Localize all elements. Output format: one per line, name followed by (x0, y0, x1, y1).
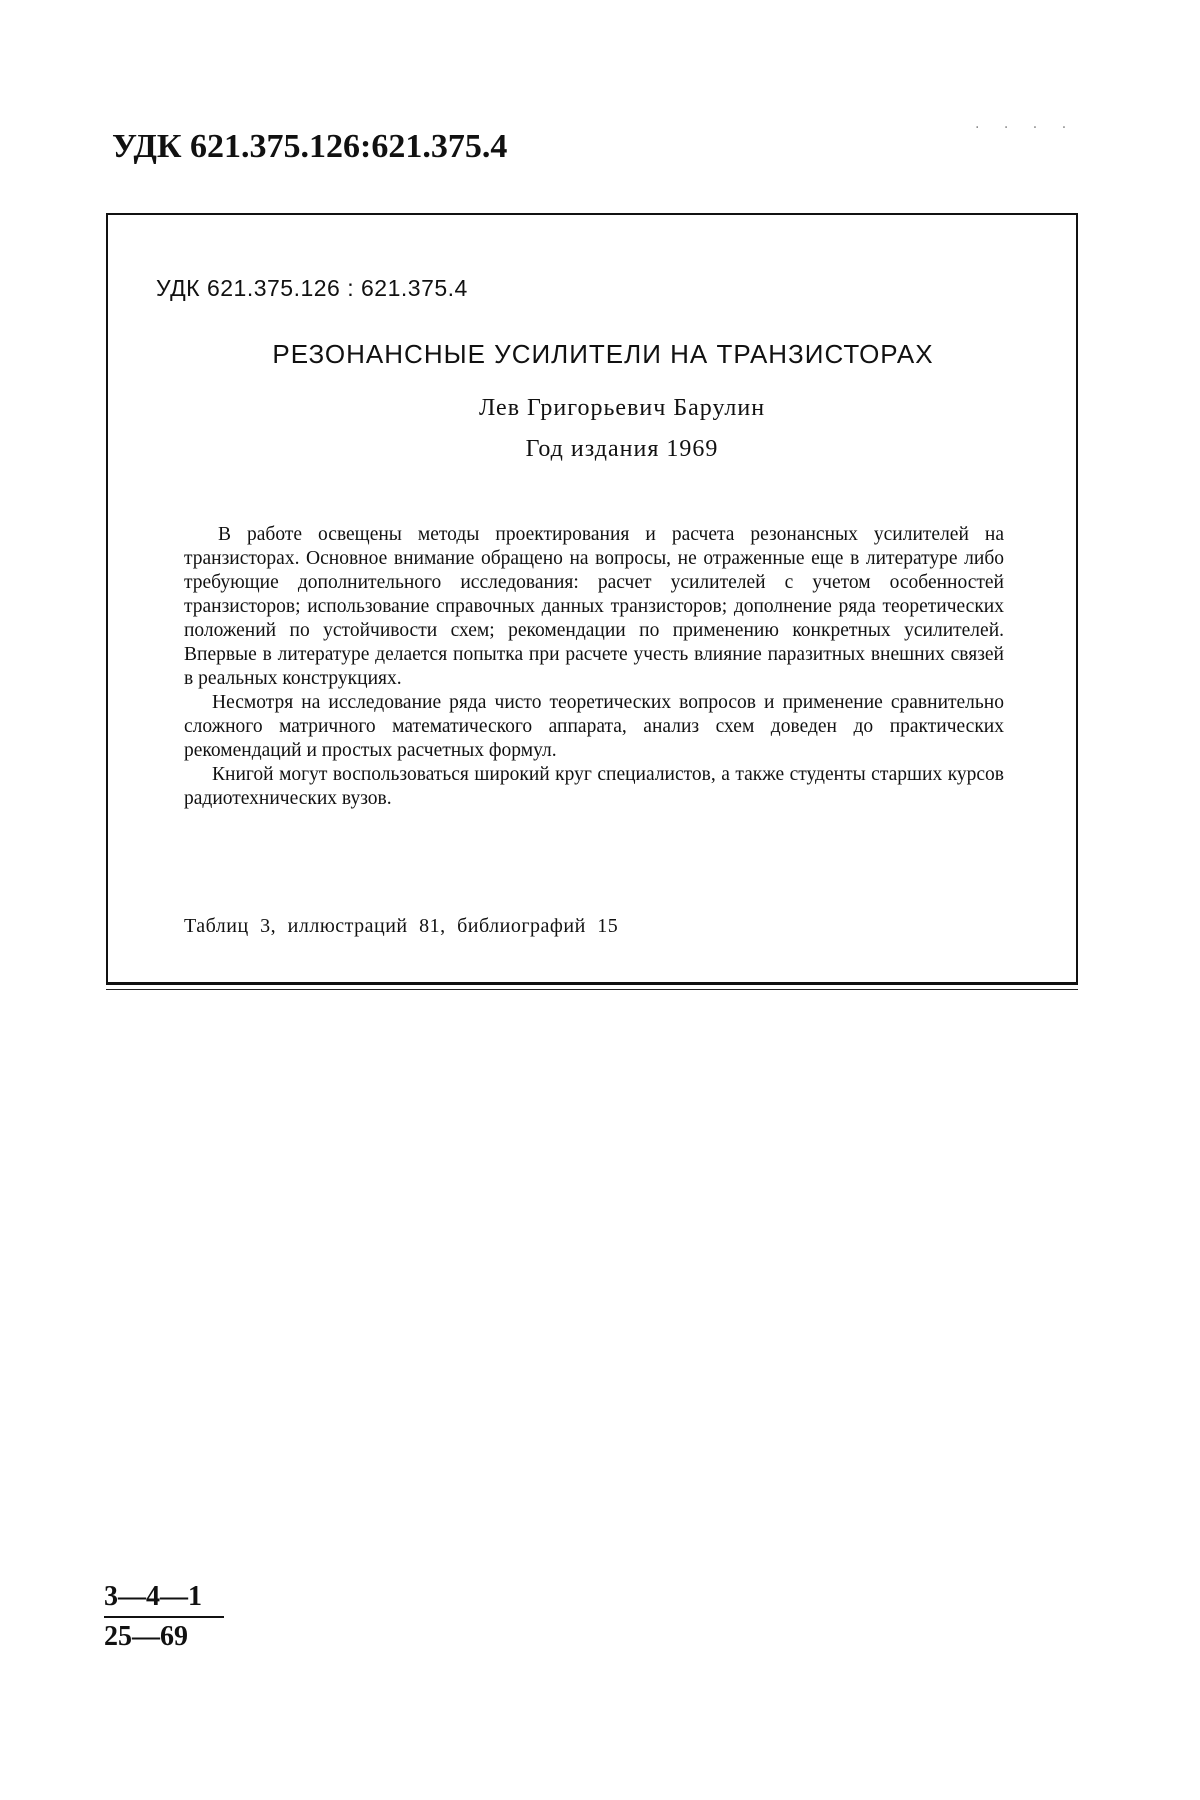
book-title: РЕЗОНАНСНЫЕ УСИЛИТЕЛИ НА ТРАНЗИСТОРАХ (272, 339, 934, 369)
abstract (184, 523, 1004, 811)
catalog-card (106, 213, 1078, 985)
publisher-code-top: 3—4—1 (104, 1580, 224, 1618)
book-author: Лев Григорьевич Барулин (478, 395, 766, 421)
publication-year: Год издания 1969 (525, 436, 719, 462)
abstract-paragraph: В работе освещены методы проектирования и расчета резонансных усилителей на транзисторах. Основное внимание обращено на вопросы, не отраженные еще в литературе либо требующие дополнительного исследования: расчет усилителей с учетом особенностей транзисторов; использование справочных данных транзисторов; дополнение ряда теоретических положений по устойчивости схем; рекомендации по применению конкретных усилителей. Впервые в литературе делается попытка при расчете учесть влияние паразитных внешних связей в реальных конструкциях. (184, 524, 1004, 689)
abstract-paragraph: Книгой могут воспользоваться широкий круг специалистов, а также студенты старших курсов радиотехнических вузов. (184, 764, 1004, 809)
publisher-code-bottom: 25—69 (104, 1621, 188, 1652)
book-stats: Таблиц 3, иллюстраций 81, библиографий 15 (184, 915, 619, 937)
publisher-code (104, 1580, 224, 1654)
card-udk: УДК 621.375.126 : 621.375.4 (156, 275, 468, 301)
udk-header: УДК 621.375.126:621.375.4 (112, 128, 508, 165)
abstract-paragraph: Несмотря на исследование ряда чисто теоретических вопросов и применение сравнительно сложного матричного математического аппарата, анализ схем доведен до практических рекомендаций и простых расчетных формул. (184, 692, 1004, 761)
scan-speckles: · · · · (975, 120, 1077, 136)
card-bottom-rule (106, 989, 1078, 990)
